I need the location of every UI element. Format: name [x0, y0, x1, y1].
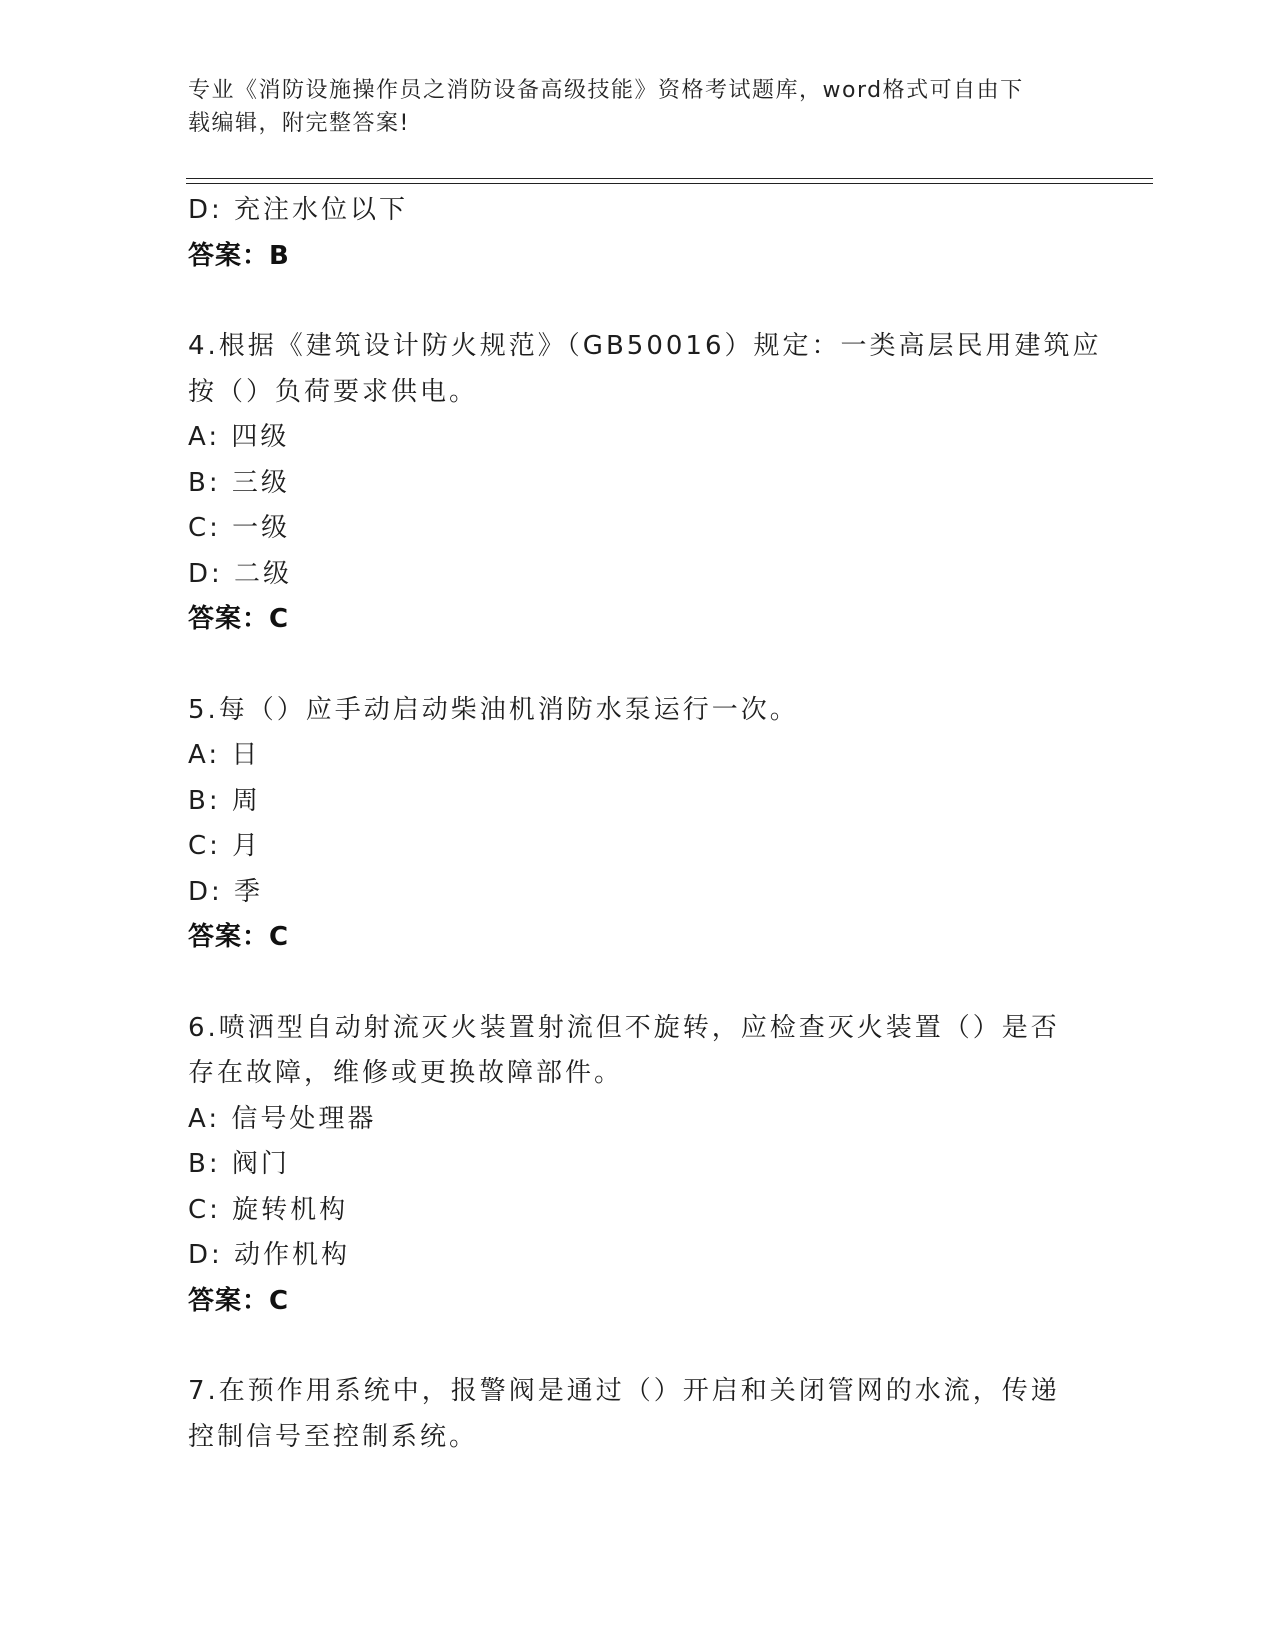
question-stem: 4.根据《建筑设计防火规范》（GB50016）规定：一类高层民用建筑应 [188, 331, 1102, 361]
option-b: B: 阀门 [188, 1149, 290, 1179]
option-a: A: 四级 [188, 422, 290, 452]
question-5 [188, 688, 1088, 961]
option-a: A: 日 [188, 740, 261, 770]
option-b: B: 三级 [188, 467, 290, 498]
previous-question-tail [188, 188, 1088, 279]
option-d: D: 二级 [188, 558, 293, 589]
option-c: C: 一级 [188, 513, 291, 543]
answer: 答案：B [188, 240, 290, 271]
option-b: B: 周 [188, 785, 261, 816]
question-4 [188, 324, 1102, 643]
option-c: C: 旋转机构 [188, 1194, 349, 1225]
question-stem-cont: 存在故障，维修或更换故障部件。 [188, 1058, 624, 1088]
option-d: D: 充注水位以下 [188, 195, 409, 225]
answer: 答案：C [188, 1285, 290, 1316]
option-a: A: 信号处理器 [188, 1103, 377, 1134]
question-6 [188, 1006, 1088, 1325]
question-stem-cont: 控制信号至控制系统。 [188, 1421, 479, 1452]
header-divider-top [186, 178, 1153, 179]
header-line-2: 载编辑，附完整答案! [188, 111, 410, 136]
question-7 [188, 1369, 1088, 1460]
question-stem: 6.喷洒型自动射流灭火装置射流但不旋转，应检查灭火装置（）是否 [188, 1012, 1060, 1043]
option-d: D: 动作机构 [188, 1240, 351, 1270]
answer: 答案：C [188, 604, 290, 634]
document-body [188, 188, 1102, 1460]
question-stem: 7.在预作用系统中，报警阀是通过（）开启和关闭管网的水流，传递 [188, 1376, 1060, 1406]
option-c: C: 月 [188, 831, 262, 861]
option-d: D: 季 [188, 876, 264, 907]
document-header [188, 74, 1068, 140]
header-line-1: 专业《消防设施操作员之消防设备高级技能》资格考试题库，word格式可自由下 [188, 78, 1024, 103]
question-stem-cont: 按（）负荷要求供电。 [188, 376, 479, 407]
answer: 答案：C [188, 922, 290, 952]
question-stem: 5.每（）应手动启动柴油机消防水泵运行一次。 [188, 694, 799, 725]
header-divider-bottom [186, 183, 1153, 184]
